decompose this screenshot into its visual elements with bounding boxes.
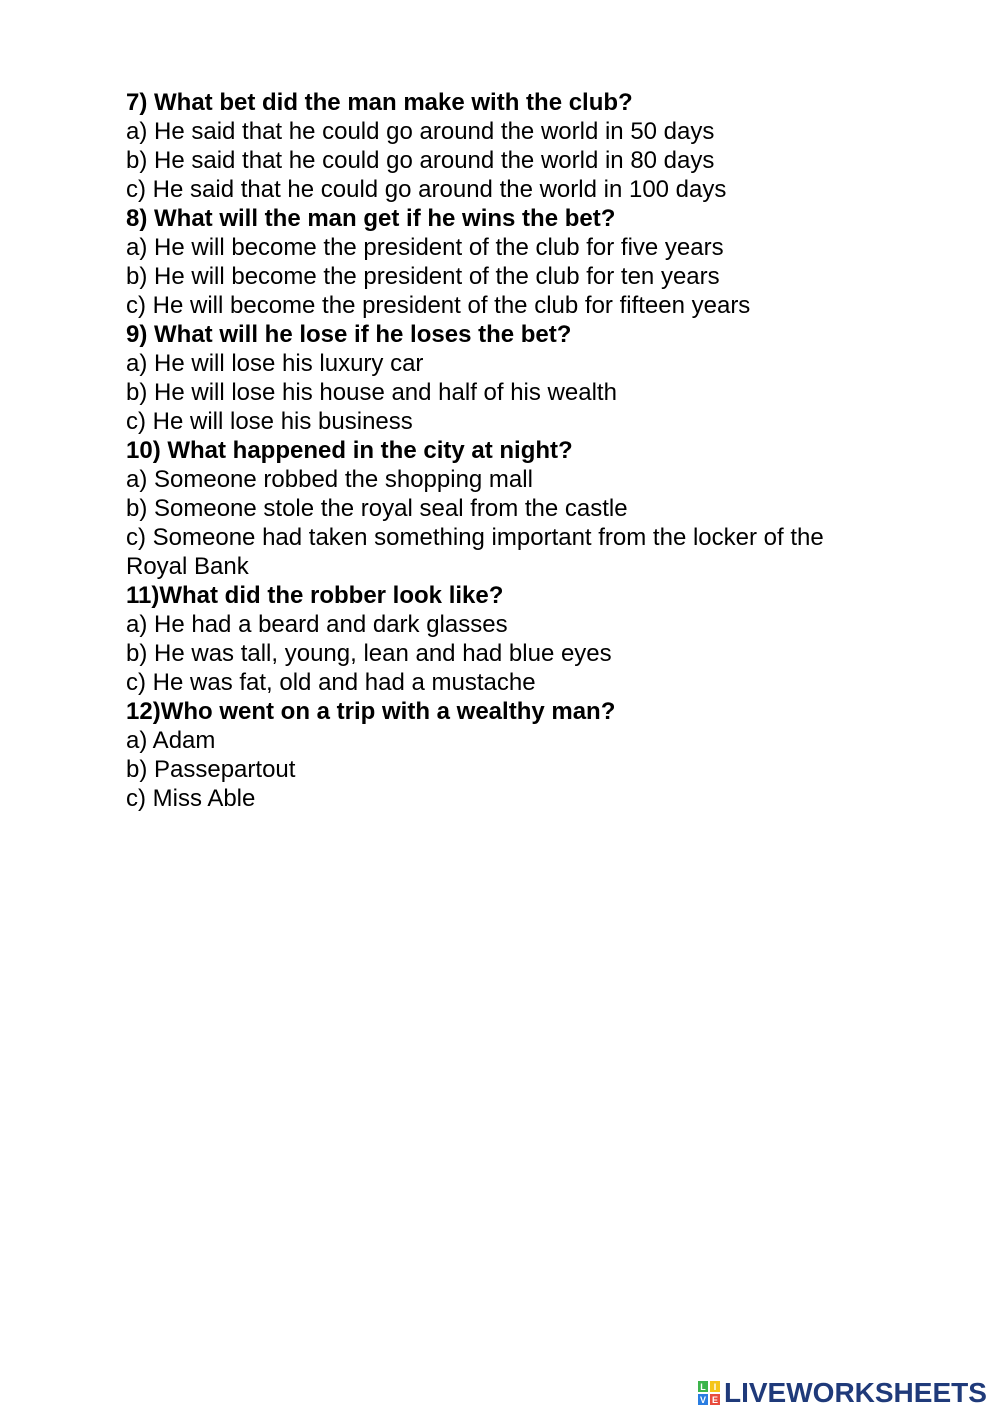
answer-option: b) Passepartout [126,756,296,783]
answer-option: a) He had a beard and dark glasses [126,611,508,638]
answer-option: c) Someone had taken something important from the locker of the Royal Bank [126,524,824,580]
answer-option: a) He said that he could go around the world in 50 days [126,118,715,145]
question-title: 12)Who went on a trip with a wealthy man? [126,698,616,725]
question-block-9 [126,320,886,436]
worksheet [126,88,886,813]
question-title: 8) What will the man get if he wins the bet? [126,205,616,232]
question-title: 10) What happened in the city at night? [126,437,573,464]
answer-option: c) He said that he could go around the world in 100 days [126,176,727,203]
svg-text:V: V [699,1395,707,1405]
liveworksheets-logo-icon [697,1379,721,1407]
question-block-8 [126,204,886,320]
question-block-10 [126,436,886,581]
question-title: 7) What bet did the man make with the club? [126,89,633,116]
question-block-7 [126,88,886,204]
question-block-12 [126,697,886,813]
answer-option: b) Someone stole the royal seal from the castle [126,495,628,522]
answer-option: b) He will become the president of the club for ten years [126,263,720,290]
liveworksheets-watermark [697,1378,987,1408]
svg-text:E: E [711,1395,719,1405]
question-title: 9) What will he lose if he loses the bet? [126,321,572,348]
svg-text:I: I [713,1382,717,1392]
answer-option: a) He will lose his luxury car [126,350,424,377]
svg-text:L: L [700,1382,706,1392]
answer-option: b) He said that he could go around the world in 80 days [126,147,715,174]
answer-option: c) He will become the president of the club for fifteen years [126,292,751,319]
answer-option: b) He will lose his house and half of his wealth [126,379,617,406]
answer-option: c) He will lose his business [126,408,413,435]
answer-option: a) Adam [126,727,216,754]
answer-option: b) He was tall, young, lean and had blue eyes [126,640,612,667]
answer-option: c) Miss Able [126,785,256,812]
answer-option: c) He was fat, old and had a mustache [126,669,536,696]
question-title: 11)What did the robber look like? [126,582,504,609]
answer-option: a) He will become the president of the club for five years [126,234,724,261]
question-block-11 [126,581,886,697]
brand-name: LIVEWORKSHEETS [724,1377,987,1408]
answer-option: a) Someone robbed the shopping mall [126,466,533,493]
